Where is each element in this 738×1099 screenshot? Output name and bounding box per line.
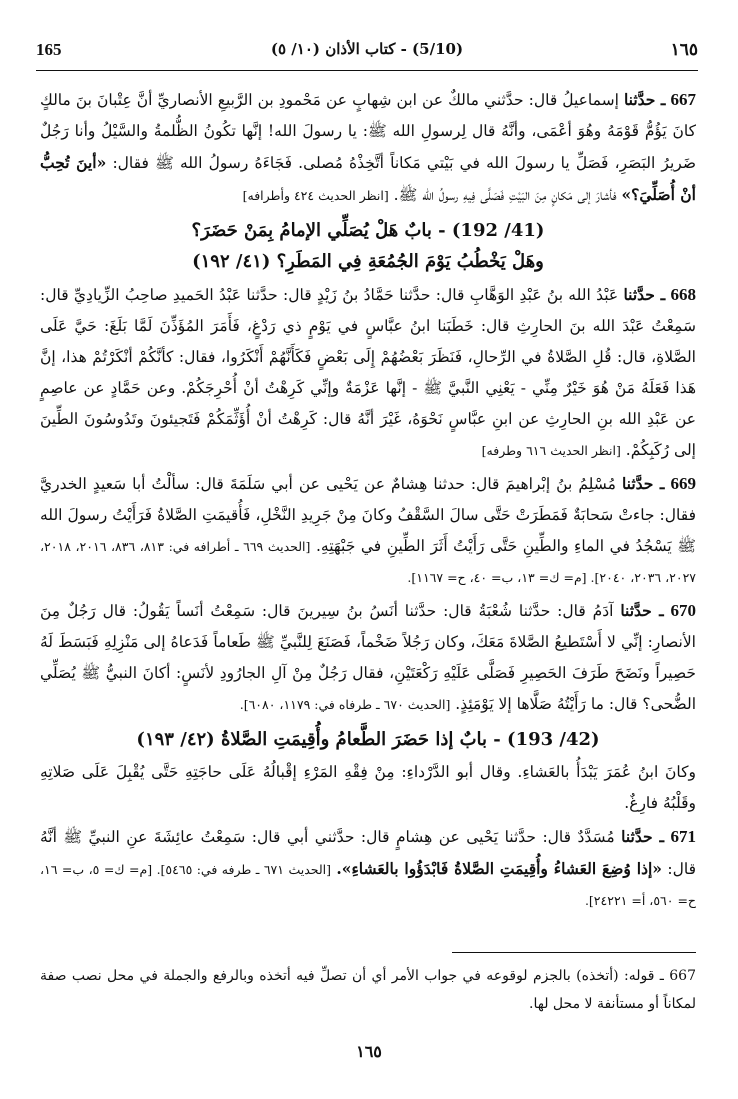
page-header: [36, 34, 698, 68]
main-text: [40, 84, 696, 918]
hadith-671: [40, 821, 696, 916]
page-number-arabic: ١٦٥: [670, 40, 698, 60]
hadith-quote: «إذا وُضِعَ العَشاءُ وأُقِيمَتِ الصَّلاةُ فَابْدَؤُوا بالعَشاءِ».: [336, 859, 662, 878]
hadith-tail: فأشارَ إلى مَكانٍ مِنَ البَيْتِ فَصَلَّى فِيهِ رسولُ الله ﷺ.: [393, 186, 617, 204]
hadith-text: مُسَدَّدٌ قال: حدَّثنا يَحْيى عن هِشامٍ قال: حدَّثني أبي قال: سَمِعْتُ عائِشَةَ عنِ النبيِّ ﷺ أنَّهُ قال:: [40, 828, 696, 878]
hadith-number: 668: [670, 285, 697, 304]
hadith-number: 669: [670, 474, 696, 493]
footnote: [40, 962, 696, 1018]
athar-paragraph: [40, 757, 696, 819]
hadith-text: مُسْلِمُ بنُ إبْراهيمَ قال: حدثنا هِشامٌ عن يَحْيى عن أبي سَلَمَةَ قال: سألْتُ أبا سَعيدٍ الخدريَّ فقال: جاءتْ سَحابَةٌ فَمَطَرَتْ حَتَّى سالَ السَّقْفُ وكانَ مِنْ جَرِيدِ النَّخْلِ، فَأُقيمَتِ الصَّلاةُ فَرَأَيْتُ رسولَ الله ﷺ يَسْجُدُ في الماءِ والطِّينِ حَتَّى رَأَيْتُ أَثَرَ الطِّينِ في جَبْهَتِهِ.: [40, 475, 696, 555]
hadith-667: [40, 84, 696, 211]
footnote-text: 667 ـ قوله: (أتخذه) بالجزم لوقوعه في جواب الأمر أي أن تصلِّ فيه أتخذه وبالرفع والجملة في محل نصب صفة لمكاناً أو مستأنفة لا محل لها.: [40, 968, 696, 1012]
hadith-number: 667: [670, 90, 696, 109]
chapter-heading-42: [40, 724, 696, 755]
hadith-668: [40, 279, 696, 466]
chapter-heading-line: وهَلْ يَخْطُبُ يَوْمَ الجُمُعَةِ فِي المَطَرِ؟ (٤١/ ١٩٢): [192, 251, 544, 272]
chapter-heading-line: (42/ 193) - بابٌ إذا حَضَرَ الطَّعامُ وأُقِيمَتِ الصَّلاةُ (٤٢/ ١٩٣): [136, 729, 600, 750]
hadith-reference: [انظر الحديث ٤٢٤ وأطرافه]: [242, 188, 389, 203]
hadith-lead: ـ حدَّثنا: [623, 285, 666, 304]
hadith-reference: [الحديث ٦٧٠ ـ طرفاه في: ١١٧٩، ٦٠٨٠].: [239, 697, 451, 712]
athar-text: وكانَ ابنُ عُمَرَ يَبْدَأُ بالعَشاءِ. وقال أبو الدَّرْداءِ: مِنْ فِقْهِ المَرْءِ إقْبالُهُ عَلَى حاجَتِهِ حَتَّى يُقْبِلَ عَلَى صَلاتِهِ وقَلْبُهُ فارِغٌ.: [40, 763, 696, 812]
hadith-quote: «أينَ تُحِبُّ أنْ أُصَلِّيَ؟»: [40, 153, 696, 204]
hadith-670: [40, 595, 696, 720]
hadith-number: 671: [670, 827, 696, 846]
hadith-text: عَبْدُ الله بنُ عَبْدِ الوَهَّابِ قال: حدَّثنا حَمَّادُ بنُ زَيْدٍ قال: حدَّثنا عَبْدُ الحَميدِ صاحِبُ الزِّيادِيِّ قال: سَمِعْتُ عَبْدَ الله بنَ الحارِثِ قال: خَطَبَنا ابنُ عبَّاسٍ في يَوْمٍ ذي رَدْغٍ، فَأَمَرَ المُؤَذِّنَ لَمَّا بَلَغَ: حَيَّ عَلَى الصَّلاةِ، قال: قُلِ الصَّلاةُ في الرِّحالِ، فَنَظَرَ بَعْضُهُمْ إِلَى بَعْضٍ فَكَأَنَّهُمْ أَنْكَرُوا، فقال: كأنَّكُمْ أنْكَرْتُمْ هذا، إنَّ هَذا فَعَلَهُ مَنْ هُوَ خَيْرٌ مِنِّي - يَعْنِي النَّبيَّ ﷺ - إنَّها عَزْمَةٌ وإنِّي كَرِهْتُ أنْ أُحْرِجَكُمْ. وعن حَمَّادٍ عن عاصِمٍ عن عَبْدِ الله بنِ الحارِثِ عن ابنِ عبَّاسٍ نَحْوَهُ، غَيْرَ أنَّهُ قال: كَرِهْتُ أنْ أُؤَثِّمَكُمْ فَتَجيئونَ وتَدُوسُونَ الطِّينَ إلى رُكَبِكُمْ.: [40, 286, 696, 459]
hadith-text: إسماعيلُ قال: حدَّثني مالكٌ عن ابن شِهابٍ عن مَحْمودِ بن الرَّبيعِ الأنصاريِّ أنَّ عِتْبانَ بنَ مالكٍ كانَ يَؤُمُّ قَوْمَهُ وهُوَ أعْمَى، وأنَّهُ قال لِرسولِ الله ﷺ: يا رسولَ الله! إنَّها تكُونُ الظُّلمةُ والسَّيْلُ وأنا رَجُلٌ ضَريرُ البَصَرِ، فَصَلِّ يا رسولَ الله في بَيْتي مَكاناً أتَّخِذْهُ مُصلى. فَجَاءَهُ رسولُ الله ﷺ فقال:: [40, 91, 697, 172]
chapter-title: (5/10) - كتاب الأذان (١٠/ ٥): [270, 40, 464, 58]
hadith-number: 670: [670, 601, 696, 620]
hadith-text: آدَمُ قال: حدَّثنا شُعْبَةُ قال: حدَّثنا أنَسُ بنُ سِيرينَ قال: سَمِعْتُ أنَساً يَقُولُ: قال رَجُلٌ مِنَ الأنصارِ: إنِّي لا أَسْتَطيعُ الصَّلاةَ مَعَكَ، وكان رَجُلاً ضَخْماً، فَصَنَعَ لِلنَّبيِّ ﷺ طَعاماً فَدَعاهُ إلى مَنْزِلِهِ فَبَسَطَ لَهُ حَصِيراً ونَضَحَ طَرَفَ الحَصِيرِ فَصَلَّى عَلَيْهِ رَكْعَتَيْنِ، فقال رَجُلٌ مِنْ آلِ الجارُودِ لأنَسٍ: أكانَ النبيُّ ﷺ يُصَلِّي الضُّحى؟ قال: ما رَأَيْتُهُ صَلَّاها إلا يَوْمَئِذٍ.: [40, 602, 696, 713]
hadith-lead: ـ حدَّثنا: [623, 90, 666, 109]
chapter-heading-41: [40, 215, 696, 277]
hadith-lead: ـ حدَّثنا: [620, 601, 664, 620]
hadith-669: [40, 468, 696, 593]
hadith-reference: [الحديث ٦٧١ ـ طرفه في: ٥٤٦٥]. [م= ك= ٥، ب= ١٦، ح= ٥٦٠، أ= ٢٤٢٢١].: [40, 862, 696, 908]
footnote-divider: [452, 952, 696, 953]
page-number-latin: 165: [36, 40, 62, 59]
hadith-lead: ـ حدَّثنا: [621, 827, 665, 846]
header-divider: [36, 70, 698, 71]
page-number-bottom: ١٦٥: [356, 1042, 382, 1061]
hadith-lead: ـ حدَّثنا: [621, 474, 665, 493]
hadith-reference: [انظر الحديث ٦١٦ وطرفه]: [481, 443, 621, 458]
chapter-heading-line: (41/ 192) - بابٌ هَلْ يُصَلِّي الإمامُ بِمَنْ حَضَرَ؟: [191, 220, 545, 241]
hadith-reference: [الحديث ٦٦٩ ـ أطرافه في: ٨١٣، ٨٣٦، ٢٠١٦، ٢٠١٨، ٢٠٢٧، ٢٠٣٦، ٢٠٤٠]. [م= ك= ١٣، ب= ٤٠، ح= ١١٦٧].: [40, 539, 696, 585]
